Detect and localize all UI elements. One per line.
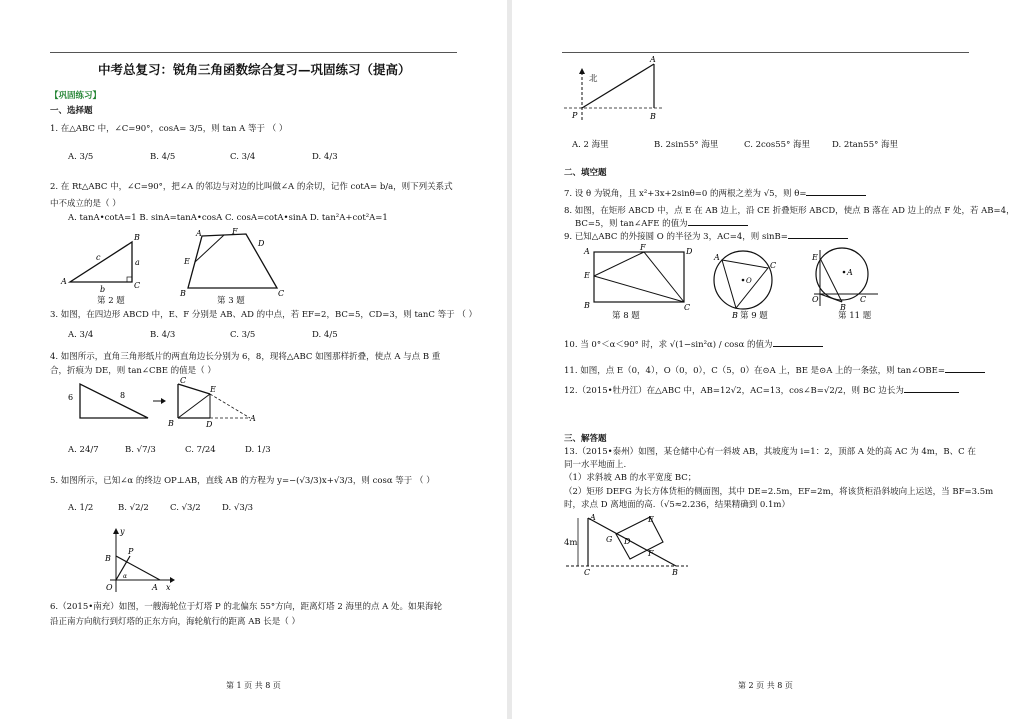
svg-text:6: 6 bbox=[68, 393, 74, 402]
svg-text:P: P bbox=[128, 547, 134, 556]
svg-text:A: A bbox=[584, 247, 590, 256]
q4-option-d: D. 1/3 bbox=[245, 445, 271, 455]
section-answer: 三、解答题 bbox=[564, 434, 607, 444]
page-footer: 第 1 页 共 8 页 bbox=[226, 681, 281, 690]
page-2 bbox=[512, 0, 1024, 719]
q3-option-d: D. 4/5 bbox=[312, 330, 338, 340]
svg-text:C: C bbox=[180, 376, 187, 385]
section-fill: 二、填空题 bbox=[564, 168, 607, 178]
svg-text:B: B bbox=[672, 568, 678, 577]
section-choice: 一、选择题 bbox=[50, 106, 93, 116]
svg-text:A: A bbox=[61, 277, 67, 286]
question-10: 10. 当 0°＜α＜90° 时，求 √(1−sin²α) / cosα 的值为 bbox=[564, 340, 823, 351]
svg-text:C: C bbox=[278, 289, 285, 298]
q3-option-b: B. 4/3 bbox=[150, 330, 176, 340]
svg-text:E: E bbox=[184, 257, 190, 266]
figure-3-quadrilateral bbox=[180, 228, 290, 296]
svg-text:E: E bbox=[812, 253, 818, 262]
svg-text:C: C bbox=[770, 261, 777, 270]
question-13-sub1: （1）求斜坡 AB 的水平宽度 BC； bbox=[564, 473, 697, 483]
page-title: 中考总复习：锐角三角函数综合复习—巩固练习（提高） bbox=[98, 62, 411, 77]
svg-text:B: B bbox=[168, 419, 174, 428]
svg-text:A: A bbox=[847, 268, 853, 277]
q5-option-d: D. √3/3 bbox=[222, 503, 254, 513]
question-1: 1. 在△ABC 中，∠C=90°，cosA= 3/5，则 tan A 等于 （ ） bbox=[50, 124, 288, 134]
svg-text:B: B bbox=[840, 303, 846, 312]
q5-option-c: C. √3/2 bbox=[170, 503, 201, 513]
q6-option-b: B. 2sin55° 海里 bbox=[654, 140, 719, 150]
q1-option-c: C. 3/4 bbox=[230, 152, 256, 162]
figure-5-coordinate bbox=[100, 526, 180, 596]
question-13-line1: 13.（2015•泰州）如图，某仓储中心有一斜坡 AB，其坡度为 i=1：2，顶部 A 处的高 AC 为 4m，B、C 在 bbox=[564, 447, 976, 457]
question-8-line1: 8. 如图，在矩形 ABCD 中，点 E 在 AB 边上，沿 CE 折叠矩形 ABCD，使点 B 落在 AD 边上的点 F 处，若 AB=4， bbox=[564, 206, 1015, 216]
question-9: 9. 已知△ABC 的外接圆 O 的半径为 3，AC=4，则 sinB= bbox=[564, 232, 848, 243]
figure-13-height-label: 4m bbox=[564, 538, 578, 548]
svg-text:F: F bbox=[648, 549, 654, 558]
q1-option-b: B. 4/5 bbox=[150, 152, 176, 162]
figure-3-caption: 第 3 题 bbox=[217, 296, 245, 306]
svg-text:c: c bbox=[96, 253, 101, 262]
figure-8-caption: 第 8 题 bbox=[612, 311, 640, 321]
svg-text:C: C bbox=[860, 295, 867, 304]
svg-text:α: α bbox=[123, 573, 128, 580]
svg-text:B: B bbox=[180, 289, 186, 298]
svg-text:D: D bbox=[686, 247, 693, 256]
svg-text:O: O bbox=[812, 295, 819, 304]
page-1 bbox=[0, 0, 507, 719]
svg-text:E: E bbox=[210, 385, 216, 394]
svg-text:A: A bbox=[650, 55, 656, 64]
header-rule bbox=[50, 52, 457, 53]
question-13-line2: 同一水平地面上. bbox=[564, 460, 627, 470]
svg-text:b: b bbox=[100, 285, 106, 294]
section-tag: 【巩固练习】 bbox=[50, 91, 102, 101]
question-13-sub2: （2）矩形 DEFG 为长方体货柜的侧面图，其中 DE=2.5m，EF=2m，将该货柜沿斜坡向上运送，当 BF=3.5m bbox=[564, 487, 994, 497]
svg-text:C: C bbox=[134, 281, 141, 290]
figure-11-circle bbox=[812, 244, 882, 312]
svg-text:G: G bbox=[606, 535, 613, 544]
svg-text:A: A bbox=[250, 414, 256, 423]
question-8-line2: BC=5，则 tan∠AFE 的值为 bbox=[575, 219, 748, 230]
svg-text:B: B bbox=[105, 554, 111, 563]
svg-text:B: B bbox=[134, 233, 140, 242]
question-11: 11. 如图，点 E（0，4），O（0，0），C（5，0）在⊙A 上，BE 是⊙A 上的一条弦，则 tan∠OBE= bbox=[564, 366, 985, 377]
q1-option-d: D. 4/3 bbox=[312, 152, 338, 162]
figure-8-rectangle-fold bbox=[584, 243, 696, 312]
question-2-line2: 中不成立的是（ ） bbox=[50, 199, 121, 209]
q4-option-b: B. √7/3 bbox=[125, 445, 156, 455]
svg-text:F: F bbox=[640, 243, 646, 252]
question-4-line1: 4. 如图所示，直角三角形纸片的两直角边长分别为 6，8，现将△ABC 如图那样折叠，使点 A 与点 B 重 bbox=[50, 352, 441, 362]
q4-option-c: C. 7/24 bbox=[185, 445, 216, 455]
svg-text:D: D bbox=[206, 420, 213, 429]
svg-text:C: C bbox=[584, 568, 591, 577]
svg-text:E: E bbox=[584, 271, 590, 280]
svg-text:P: P bbox=[572, 111, 578, 120]
q1-option-a: A. 3/5 bbox=[68, 152, 94, 162]
q6-option-d: D. 2tan55° 海里 bbox=[832, 140, 899, 150]
svg-text:D: D bbox=[624, 537, 631, 546]
svg-text:F: F bbox=[232, 227, 238, 236]
figure-2-caption: 第 2 题 bbox=[97, 296, 125, 306]
svg-text:A: A bbox=[152, 583, 158, 592]
svg-text:B: B bbox=[732, 311, 738, 320]
q3-option-a: A. 3/4 bbox=[68, 330, 94, 340]
question-3: 3. 如图，在四边形 ABCD 中，E、F 分别是 AB、AD 的中点，若 EF=2，BC=5，CD=3，则 tanC 等于 （ ） bbox=[50, 310, 478, 320]
svg-text:E: E bbox=[648, 515, 654, 524]
figure-6-lighthouse bbox=[564, 55, 674, 126]
q5-option-a: A. 1/2 bbox=[68, 503, 94, 513]
svg-text:A: A bbox=[590, 513, 596, 522]
question-7: 7. 设 θ 为锐角，且 x²+3x+2sinθ=0 的两根之差为 √5，则 θ= bbox=[564, 189, 866, 200]
question-2-line1: 2. 在 Rt△ABC 中，∠C=90°，把∠A 的邻边与对边的比叫做∠A 的余切，记作 cotA= b/a，则下列关系式 bbox=[50, 182, 453, 192]
svg-text:y: y bbox=[120, 527, 125, 536]
q10-expression: √(1−sin²α) / cosα bbox=[669, 340, 745, 350]
q6-option-a: A. 2 海里 bbox=[572, 140, 609, 150]
svg-text:a: a bbox=[135, 258, 140, 267]
svg-text:A: A bbox=[196, 229, 202, 238]
svg-text:D: D bbox=[258, 239, 265, 248]
svg-text:C: C bbox=[684, 303, 691, 312]
figure-11-caption: 第 11 题 bbox=[838, 311, 872, 321]
question-12: 12.（2015•牡丹江）在△ABC 中，AB=12√2，AC=13，cos∠B=√2/2，则 BC 边长为 bbox=[564, 386, 959, 397]
north-label: 北 bbox=[589, 74, 598, 84]
svg-text:O: O bbox=[106, 583, 113, 592]
figure-2-right-triangle bbox=[60, 232, 150, 296]
q6-option-c: C. 2cos55° 海里 bbox=[744, 140, 811, 150]
q2-options: A. tanA•cotA=1 B. sinA=tanA•cosA C. cosA=cotA•sinA D. tan²A+cot²A=1 bbox=[68, 213, 388, 223]
svg-text:8: 8 bbox=[120, 391, 126, 400]
q3-option-c: C. 3/5 bbox=[230, 330, 256, 340]
question-6-line1: 6.（2015•南充）如图，一艘海轮位于灯塔 P 的北偏东 55°方向，距离灯塔 2 海里的点 A 处。如果海轮 bbox=[50, 602, 443, 612]
svg-text:O: O bbox=[746, 277, 752, 285]
svg-text:B: B bbox=[584, 301, 590, 310]
svg-text:x: x bbox=[166, 583, 171, 592]
svg-text:B: B bbox=[650, 112, 656, 121]
question-13-sub3: 时，求点 D 离地面的高.（√5≈2.236，结果精确到 0.1m） bbox=[564, 500, 790, 510]
header-rule bbox=[562, 52, 969, 53]
question-6-line2: 沿正南方向航行到灯塔的正东方向，海轮航行的距离 AB 长是（ ） bbox=[50, 617, 300, 627]
figure-9-caption: 第 9 题 bbox=[740, 311, 768, 321]
page-footer: 第 2 页 共 8 页 bbox=[738, 681, 793, 690]
figure-13-slope bbox=[564, 512, 694, 578]
question-4-line2: 合，折痕为 DE，则 tan∠CBE 的值是（ ） bbox=[50, 366, 216, 376]
q5-option-b: B. √2/2 bbox=[118, 503, 149, 513]
question-5: 5. 如图所示，已知∠α 的终边 OP⊥AB，直线 AB 的方程为 y=−(√3/3)x+√3/3，则 cosα 等于 （ ） bbox=[50, 476, 435, 486]
figure-4-folding bbox=[60, 378, 270, 430]
svg-text:A: A bbox=[714, 253, 720, 262]
q4-option-a: A. 24/7 bbox=[68, 445, 99, 455]
